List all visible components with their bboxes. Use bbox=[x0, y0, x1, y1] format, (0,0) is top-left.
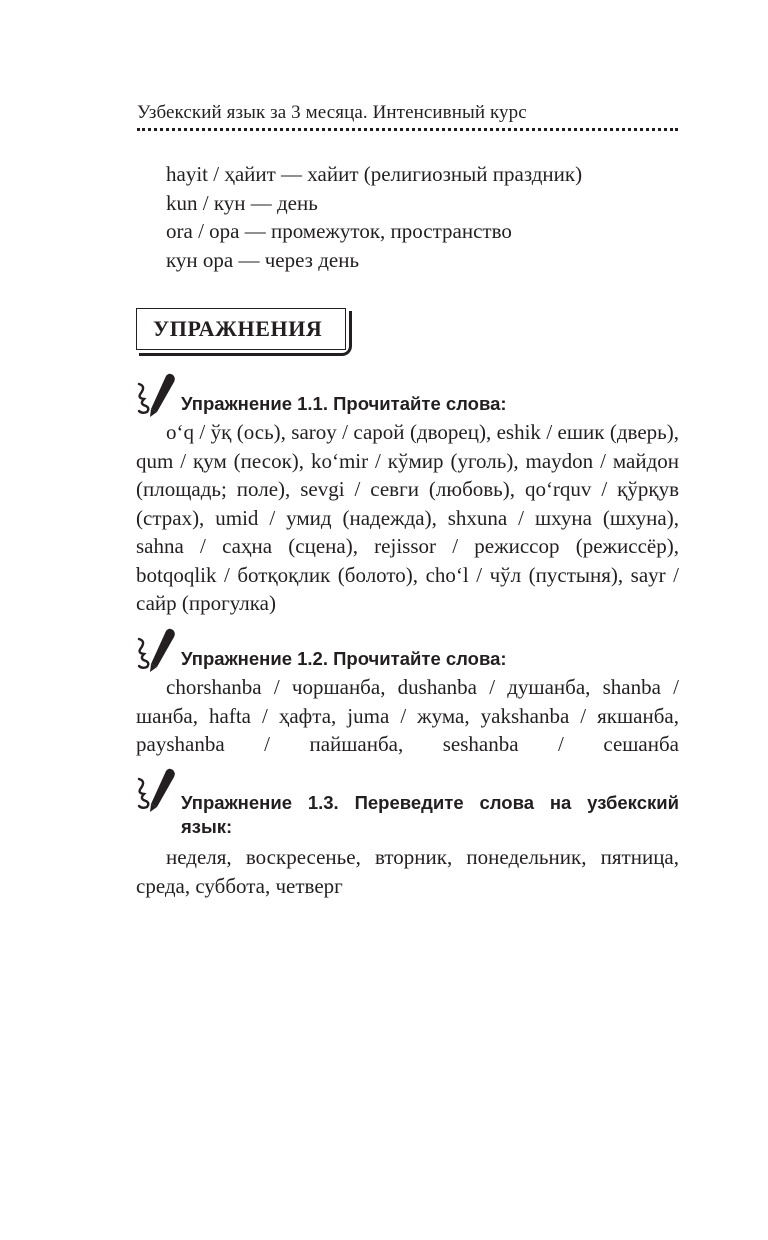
vocabulary-entry: hayit / ҳайит — хайит (религиозный праздник) bbox=[166, 162, 583, 186]
exercise-text: chorshanba / чоршанба, dushanba / душанба, shanba / шанба, hafta / ҳафта, juma / жума, yakshanba / якшанба, payshanba / пайшанба, seshanba / сешанба bbox=[136, 675, 679, 756]
running-head: Узбекский язык за 3 месяца. Интенсивный курс bbox=[137, 102, 527, 123]
exercise-text: неделя, воскресенье, вторник, понедельник, пятница, среда, суббота, четверг bbox=[136, 845, 679, 898]
vocabulary-entry: kun / кун — день bbox=[166, 190, 318, 215]
exercise-title bbox=[181, 791, 679, 839]
exercise-text: o‘q / ўқ (ось), saroy / сарой (дворец), eshik / eшик (дверь), qum / қум (песок), ko‘mir / кўмир (уголь), maydon / майдон (площадь; поле), sevgi / севги (любовь), qo‘rquv / қўрқув (страх), umid / умид (надежда), shxuna / шхуна (шхуна), sahna / саҳна (сцена), rejissor / режиссор (режиссёр), botqoqlik / ботқоқлик (болото), cho‘l / чўл (пустыня), sayr / сайр (прогулка) bbox=[136, 420, 679, 615]
exercise-title: Упражнение 1.1. Прочитайте слова: bbox=[181, 393, 507, 414]
pen-icon bbox=[136, 767, 176, 815]
pen-icon bbox=[136, 372, 176, 420]
section-heading-box bbox=[136, 308, 346, 350]
vocabulary-entry: кун ора — через день bbox=[166, 247, 360, 272]
section-heading: УПРАЖНЕНИЯ bbox=[153, 316, 323, 341]
exercise-title-text: Упражнение 1.3. Переведите слова на узбекский язык: bbox=[181, 792, 679, 837]
exercise-title: Упражнение 1.2. Прочитайте слова: bbox=[181, 648, 507, 669]
vocabulary-entry: ora / ора — промежуток, пространство bbox=[166, 219, 512, 243]
header-dotted-rule bbox=[137, 128, 678, 131]
pen-icon bbox=[136, 627, 176, 675]
vocabulary-list bbox=[166, 160, 582, 274]
